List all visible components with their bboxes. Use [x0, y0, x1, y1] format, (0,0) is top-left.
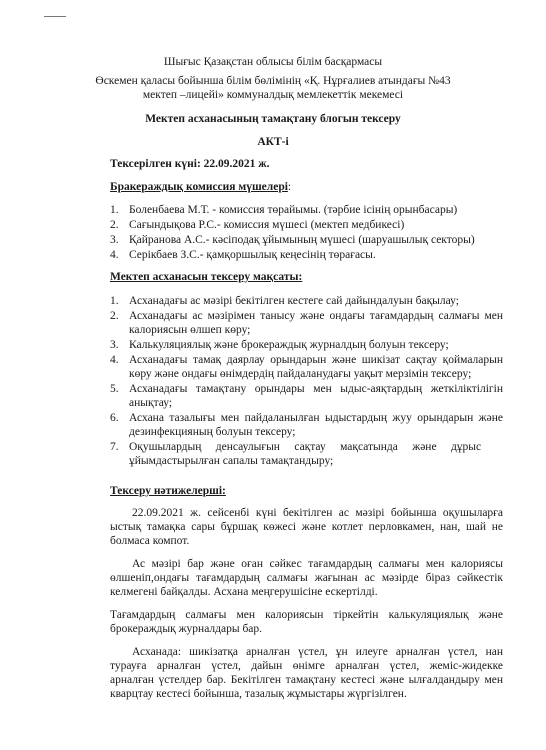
list-item: 2. — [110, 219, 119, 231]
header-line-2: Өскемен қаласы бойынша білім бөлімінің «Қ. Нұрғалиев атындағы №43 — [95, 75, 451, 87]
list-item-num: 3. — [110, 339, 119, 351]
list-item-num: 5. — [110, 383, 119, 395]
list-item-num: 7. — [110, 441, 119, 453]
list-item-num: 4. — [110, 354, 119, 366]
scan-mark — [44, 16, 66, 17]
list-item-text: Серікбаев З.С.- қамқоршылық кеңесінің төрағасы. — [129, 249, 376, 261]
list-item-text: Оқушылардың денсаулығын сақтау мақсатында және дұрыс — [129, 441, 482, 453]
list-item-text: калориясын өлшеп көру; — [129, 324, 251, 336]
commission-heading-row — [110, 180, 291, 194]
header-line-3: мектеп –лицейі» коммуналдық мемлекеттік мекемесі — [142, 89, 404, 101]
commission-heading: Бракераждық комиссия мүшелері — [110, 181, 288, 193]
list-item-text: Асханадағы ас мәзірі бекітілген кестеге сай дайындалуын бақылау; — [129, 295, 459, 307]
commission-colon: : — [287, 181, 292, 193]
act-title: АКТ-і — [257, 136, 289, 148]
list-item-text: Асханадағы тамақтану орындары мен ыдыс-аяқтардың жеткіліктілігін — [129, 383, 503, 395]
list-item-text: Асханадағы ас мәзірімен танысу және ондағы тағамдардың салмағы мен — [129, 310, 503, 322]
list-item-text: анықтау; — [129, 397, 173, 409]
header-line-1: Шығыс Қазақстан облысы білім басқармасы — [163, 56, 383, 68]
list-item-text: дезинфекцияның болуын тексеру; — [129, 426, 296, 438]
list-item: 1. — [110, 204, 119, 216]
list-item-text: Асхана тазалығы мен пайдаланылған ыдыстардың жуу орындарын және — [129, 412, 503, 424]
list-item-num: 2. — [110, 310, 119, 322]
list-item-text: Калькуляциялық және брокераждық журналдың болуын тексеру; — [129, 339, 449, 351]
date-line: Тексерілген күні: 22.09.2021 ж. — [110, 158, 270, 170]
list-item-text: Сағындықова Р.С.- комиссия мүшесі (мектеп медбикесі) — [129, 219, 405, 231]
results-heading: Тексеру нәтижелерші: — [110, 485, 226, 497]
purpose-heading: Мектеп асханасын тексеру мақсаты: — [110, 271, 303, 283]
list-item-text: ұйымдастырылған сапалы тамақтандыру; — [129, 455, 334, 467]
list-item-num: 1. — [110, 295, 119, 307]
list-item-text: Асханадағы тамақ даярлау орындарын және шикізат сақтау қоймаларын — [129, 354, 503, 366]
doc-title: Мектеп асханасының тамақтану блогын тексеру — [145, 113, 401, 125]
list-item-text: көру және ондағы өнімдердің пайдаланудағы уақыт мерзімін тексеру; — [129, 368, 472, 380]
list-item: 4. — [110, 249, 119, 261]
list-item-num: 6. — [110, 412, 119, 424]
list-item-text: Қайранова А.С.- кәсіподақ ұйымының мүшесі (шаруашылық секторы) — [129, 234, 475, 246]
list-item-text: Боленбаева М.Т. - комиссия төрайымы. (тәрбие ісінің орынбасары) — [129, 204, 458, 216]
document-page: Шығыс Қазақстан облысы білім басқармасы Өскемен қаласы бойынша білім бөлімінің «Қ. Нұрғалиев атындағы №43 мектеп –лицейі» коммуналдық мемлекеттік мекемесі Мектеп асханасының тамақтану блогын тексеру АКТ-і Тексерілген күні: 22.09.2021 ж. Бракераждық комиссия мүшелері: 1. Боленбаева М.Т. - комиссия төрайымы. (тәрбие ісінің орынбасары) 2. Сағындықова Р.С.- комиссия мүшесі (мектеп медбикесі) 3. Қайранова А.С.- кәсіподақ ұйымының мүшесі (шаруашылық секторы) 4. Серікбаев З.С.- қамқоршылық кеңесінің төрағасы. Мектеп асханасын тексеру мақсаты: 1. Асханадағы ас мәзірі бекітілген кестеге сай дайындалуын бақылау; 2. Асханадағы ас мәзірімен танысу және ондағы тағамдардың салмағы мен калориясын өлшеп көру; 3. Калькуляциялық және брокераждық журналдың болуын тексеру; 4. Асханадағы тамақ даярлау орындарын және шикізат сақтау қоймаларын көру және ондағы өнімдердің пайдаланудағы уақыт мерзімін тексеру; 5. Асханадағы тамақтану орындары мен ыдыс-аяқтардың жеткіліктілігін анықтау; 6. Асхана тазалығы мен пайдаланылған ыдыстардың жуу орындарын және дезинфекцияның болуын тексеру; 7. Оқушылардың денсаулығын сақтау мақсатында және дұрыс ұйымдастырылған сапалы тамақтандыру; Тексеру нәтижелерші: 22.09.2021 ж. сейсенбі күні бекітілген ас мәзірі бойынша оқушыларға ыстық тамақка сары бұршақ көжесі және котлет перловкамен, нан, шай не болмаса компот. Ас мәзірі бар және оған сәйкес тағамдардың салмағы мен калориясы өлшеніп,ондағы тағамдардың салмағы жағынан ас мәзірде біраз сәйкестік келмегені байқалды. Асхана меңгерушісіне ескертілді. Тағамдардың салмағы мен калориясын тіркейтін калькуляциялық және брокераждық журналдары бар. Асханада: шикізатқа арналған үстел, ұн илеуге арналған үстел, нан турауға арналған үстел, дайын өнімге арналған үстел, жеміс-жидекке арналған үстелдер бар. Бекітілген тамақтану кестесі және ылғалдандыру мен кварцтау кестесі бойынша, тазалық жұмыстары жүргізілген. — [0, 0, 546, 750]
list-item: 3. — [110, 234, 119, 246]
